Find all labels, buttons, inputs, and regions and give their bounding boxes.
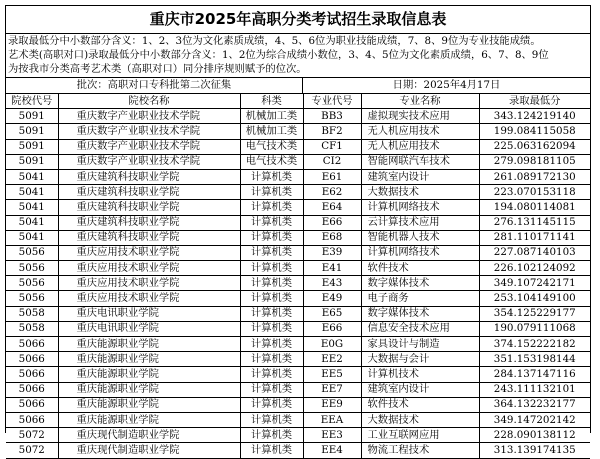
major-name-cell: 智能机器人技术 bbox=[361, 230, 479, 245]
min-score-cell: 281.110171141 bbox=[479, 230, 590, 245]
school-code-cell: 5091 bbox=[6, 139, 58, 154]
school-code-cell: 5041 bbox=[6, 200, 58, 215]
major-name-cell: 数字媒体技术 bbox=[361, 276, 479, 291]
school-code-cell: 5091 bbox=[6, 109, 58, 124]
major-code-cell: E43 bbox=[303, 276, 361, 291]
major-name-cell: 大数据与会计 bbox=[361, 352, 479, 367]
category-cell: 计算机类 bbox=[240, 185, 303, 200]
school-code-cell: 5056 bbox=[6, 276, 58, 291]
school-code-cell: 5066 bbox=[6, 412, 58, 427]
school-name-cell: 重庆数字产业职业技术学院 bbox=[58, 124, 240, 139]
table-row bbox=[6, 428, 590, 443]
column-header: 录取最低分 bbox=[479, 94, 590, 109]
school-name-cell: 重庆现代制造职业学院 bbox=[58, 443, 240, 458]
min-score-cell: 225.063162094 bbox=[479, 139, 590, 154]
category-cell: 电气技术类 bbox=[240, 139, 303, 154]
major-code-cell: E66 bbox=[303, 215, 361, 230]
school-code-cell: 5066 bbox=[6, 337, 58, 352]
table-header-row bbox=[6, 94, 590, 109]
notes-block bbox=[6, 34, 590, 78]
major-code-cell: EEA bbox=[303, 412, 361, 427]
note-line: 录取最低分中小数部分含义：1、2、3位为文化素质成绩，4、5、6位为职业技能成绩，7、8、9位为专业技能成绩。 bbox=[8, 35, 541, 47]
school-name-cell: 重庆现代制造职业学院 bbox=[58, 428, 240, 443]
table-row bbox=[6, 276, 590, 291]
note-line: 艺术类(高职对口)录取最低分中小数部分含义：1、2位为综合成绩小数位，3、4、5位为文化素质成绩，6、7、8、9位 bbox=[8, 49, 549, 61]
category-cell: 计算机类 bbox=[240, 428, 303, 443]
school-code-cell: 5041 bbox=[6, 215, 58, 230]
min-score-cell: 349.107242171 bbox=[479, 276, 590, 291]
school-name-cell: 重庆能源职业学院 bbox=[58, 352, 240, 367]
table-row bbox=[6, 382, 590, 397]
min-score-cell: 223.070153118 bbox=[479, 185, 590, 200]
school-code-cell: 5091 bbox=[6, 154, 58, 169]
min-score-cell: 364.132232177 bbox=[479, 397, 590, 412]
min-score-cell: 276.131145115 bbox=[479, 215, 590, 230]
table-row bbox=[6, 261, 590, 276]
table-row bbox=[6, 139, 590, 154]
category-cell: 计算机类 bbox=[240, 245, 303, 260]
major-name-cell: 计算机网络技术 bbox=[361, 200, 479, 215]
major-code-cell: E49 bbox=[303, 291, 361, 306]
major-name-cell: 建筑室内设计 bbox=[361, 382, 479, 397]
major-code-cell: EE9 bbox=[303, 397, 361, 412]
table-row bbox=[6, 200, 590, 215]
table-row bbox=[6, 397, 590, 412]
min-score-cell: 226.102124092 bbox=[479, 261, 590, 276]
school-name-cell: 重庆电讯职业学院 bbox=[58, 321, 240, 336]
min-score-cell: 343.124219140 bbox=[479, 109, 590, 124]
major-code-cell: E65 bbox=[303, 306, 361, 321]
major-name-cell: 大数据技术 bbox=[361, 412, 479, 427]
school-name-cell: 重庆建筑科技职业学院 bbox=[58, 230, 240, 245]
column-header: 科类 bbox=[240, 94, 303, 109]
major-code-cell: EE4 bbox=[303, 443, 361, 458]
school-code-cell: 5056 bbox=[6, 261, 58, 276]
category-cell: 计算机类 bbox=[240, 321, 303, 336]
major-name-cell: 智能网联汽车技术 bbox=[361, 154, 479, 169]
table-row bbox=[6, 230, 590, 245]
school-code-cell: 5066 bbox=[6, 352, 58, 367]
major-name-cell: 虚拟现实技术应用 bbox=[361, 109, 479, 124]
major-name-cell: 计算机技术 bbox=[361, 367, 479, 382]
school-name-cell: 重庆建筑科技职业学院 bbox=[58, 200, 240, 215]
category-cell: 计算机类 bbox=[240, 397, 303, 412]
table-row bbox=[6, 367, 590, 382]
school-name-cell: 重庆应用技术职业学院 bbox=[58, 261, 240, 276]
school-code-cell: 5072 bbox=[6, 428, 58, 443]
min-score-cell: 284.137147116 bbox=[479, 367, 590, 382]
major-code-cell: E64 bbox=[303, 200, 361, 215]
major-name-cell: 无人机应用技术 bbox=[361, 124, 479, 139]
date-label: 日期：2025年4月17日 bbox=[392, 79, 501, 91]
major-name-cell: 软件技术 bbox=[361, 397, 479, 412]
table-row bbox=[6, 443, 590, 458]
school-code-cell: 5041 bbox=[6, 185, 58, 200]
admission-sheet bbox=[5, 5, 591, 456]
major-name-cell: 信息安全技术应用 bbox=[361, 321, 479, 336]
category-cell: 计算机类 bbox=[240, 412, 303, 427]
school-name-cell: 重庆能源职业学院 bbox=[58, 412, 240, 427]
school-name-cell: 重庆应用技术职业学院 bbox=[58, 291, 240, 306]
major-name-cell: 大数据技术 bbox=[361, 185, 479, 200]
category-cell: 计算机类 bbox=[240, 276, 303, 291]
table-row bbox=[6, 124, 590, 139]
category-cell: 电气技术类 bbox=[240, 154, 303, 169]
category-cell: 计算机类 bbox=[240, 261, 303, 276]
school-name-cell: 重庆应用技术职业学院 bbox=[58, 276, 240, 291]
min-score-cell: 374.152222182 bbox=[479, 337, 590, 352]
school-code-cell: 5056 bbox=[6, 245, 58, 260]
min-score-cell: 227.087140103 bbox=[479, 245, 590, 260]
category-cell: 计算机类 bbox=[240, 306, 303, 321]
major-name-cell: 云计算技术应用 bbox=[361, 215, 479, 230]
min-score-cell: 253.104149100 bbox=[479, 291, 590, 306]
major-name-cell: 无人机应用技术 bbox=[361, 139, 479, 154]
column-header: 院校代号 bbox=[6, 94, 58, 109]
major-code-cell: EE3 bbox=[303, 428, 361, 443]
school-code-cell: 5072 bbox=[6, 443, 58, 458]
table-row bbox=[6, 245, 590, 260]
school-name-cell: 重庆能源职业学院 bbox=[58, 337, 240, 352]
school-name-cell: 重庆数字产业职业技术学院 bbox=[58, 139, 240, 154]
note-line: 为按我市分类高考艺术类（高职对口）同分排序规则赋予的位次。 bbox=[8, 63, 307, 75]
category-cell: 计算机类 bbox=[240, 352, 303, 367]
table-row bbox=[6, 185, 590, 200]
major-name-cell: 工业互联网应用 bbox=[361, 428, 479, 443]
major-code-cell: E0G bbox=[303, 337, 361, 352]
school-name-cell: 重庆建筑科技职业学院 bbox=[58, 185, 240, 200]
min-score-cell: 194.080114081 bbox=[479, 200, 590, 215]
min-score-cell: 261.089172130 bbox=[479, 169, 590, 184]
min-score-cell: 349.147202142 bbox=[479, 412, 590, 427]
school-name-cell: 重庆数字产业职业技术学院 bbox=[58, 109, 240, 124]
major-name-cell: 建筑室内设计 bbox=[361, 169, 479, 184]
category-cell: 计算机类 bbox=[240, 367, 303, 382]
major-name-cell: 电子商务 bbox=[361, 291, 479, 306]
school-name-cell: 重庆数字产业职业技术学院 bbox=[58, 154, 240, 169]
major-code-cell: E66 bbox=[303, 321, 361, 336]
major-code-cell: E68 bbox=[303, 230, 361, 245]
table-row bbox=[6, 215, 590, 230]
school-name-cell: 重庆能源职业学院 bbox=[58, 397, 240, 412]
min-score-cell: 279.098181105 bbox=[479, 154, 590, 169]
school-code-cell: 5058 bbox=[6, 306, 58, 321]
major-code-cell: BF2 bbox=[303, 124, 361, 139]
major-code-cell: E61 bbox=[303, 169, 361, 184]
column-header: 专业名称 bbox=[361, 94, 479, 109]
major-code-cell: E39 bbox=[303, 245, 361, 260]
category-cell: 计算机类 bbox=[240, 230, 303, 245]
school-code-cell: 5056 bbox=[6, 291, 58, 306]
school-name-cell: 重庆电讯职业学院 bbox=[58, 306, 240, 321]
school-code-cell: 5041 bbox=[6, 169, 58, 184]
column-header: 院校名称 bbox=[58, 94, 240, 109]
category-cell: 计算机类 bbox=[240, 291, 303, 306]
category-cell: 计算机类 bbox=[240, 169, 303, 184]
batch-info-row bbox=[6, 78, 590, 94]
school-name-cell: 重庆应用技术职业学院 bbox=[58, 245, 240, 260]
table-row bbox=[6, 154, 590, 169]
min-score-cell: 354.125229177 bbox=[479, 306, 590, 321]
category-cell: 机械加工类 bbox=[240, 109, 303, 124]
major-code-cell: CF1 bbox=[303, 139, 361, 154]
admission-table bbox=[6, 94, 590, 459]
school-code-cell: 5058 bbox=[6, 321, 58, 336]
column-header: 专业代号 bbox=[303, 94, 361, 109]
table-row bbox=[6, 306, 590, 321]
table-row bbox=[6, 321, 590, 336]
major-code-cell: EE7 bbox=[303, 382, 361, 397]
school-code-cell: 5066 bbox=[6, 397, 58, 412]
major-name-cell: 物流工程技术 bbox=[361, 443, 479, 458]
school-name-cell: 重庆建筑科技职业学院 bbox=[58, 215, 240, 230]
school-name-cell: 重庆能源职业学院 bbox=[58, 382, 240, 397]
major-code-cell: CI2 bbox=[303, 154, 361, 169]
major-code-cell: BB3 bbox=[303, 109, 361, 124]
school-name-cell: 重庆建筑科技职业学院 bbox=[58, 169, 240, 184]
table-row bbox=[6, 169, 590, 184]
major-code-cell: E41 bbox=[303, 261, 361, 276]
category-cell: 计算机类 bbox=[240, 382, 303, 397]
school-name-cell: 重庆能源职业学院 bbox=[58, 367, 240, 382]
min-score-cell: 351.153198144 bbox=[479, 352, 590, 367]
table-row bbox=[6, 412, 590, 427]
major-code-cell: EE2 bbox=[303, 352, 361, 367]
major-name-cell: 家具设计与制造 bbox=[361, 337, 479, 352]
batch-label: 批次：高职对口专科批第二次征集 bbox=[6, 78, 303, 93]
major-name-cell: 计算机网络技术 bbox=[361, 245, 479, 260]
min-score-cell: 243.111132101 bbox=[479, 382, 590, 397]
school-code-cell: 5091 bbox=[6, 124, 58, 139]
page-title: 重庆市2025年高职分类考试招生录取信息表 bbox=[6, 6, 590, 34]
category-cell: 计算机类 bbox=[240, 200, 303, 215]
category-cell: 计算机类 bbox=[240, 215, 303, 230]
school-code-cell: 5066 bbox=[6, 382, 58, 397]
major-name-cell: 软件技术 bbox=[361, 261, 479, 276]
category-cell: 机械加工类 bbox=[240, 124, 303, 139]
min-score-cell: 313.139174135 bbox=[479, 443, 590, 458]
category-cell: 计算机类 bbox=[240, 443, 303, 458]
major-name-cell: 数字媒体技术 bbox=[361, 306, 479, 321]
min-score-cell: 199.084115058 bbox=[479, 124, 590, 139]
min-score-cell: 190.079111068 bbox=[479, 321, 590, 336]
school-code-cell: 5066 bbox=[6, 367, 58, 382]
table-row bbox=[6, 109, 590, 124]
table-row bbox=[6, 291, 590, 306]
major-code-cell: EE5 bbox=[303, 367, 361, 382]
school-code-cell: 5041 bbox=[6, 230, 58, 245]
table-body bbox=[6, 109, 590, 458]
min-score-cell: 228.090138112 bbox=[479, 428, 590, 443]
major-code-cell: E62 bbox=[303, 185, 361, 200]
table-row bbox=[6, 352, 590, 367]
category-cell: 计算机类 bbox=[240, 337, 303, 352]
table-row bbox=[6, 337, 590, 352]
